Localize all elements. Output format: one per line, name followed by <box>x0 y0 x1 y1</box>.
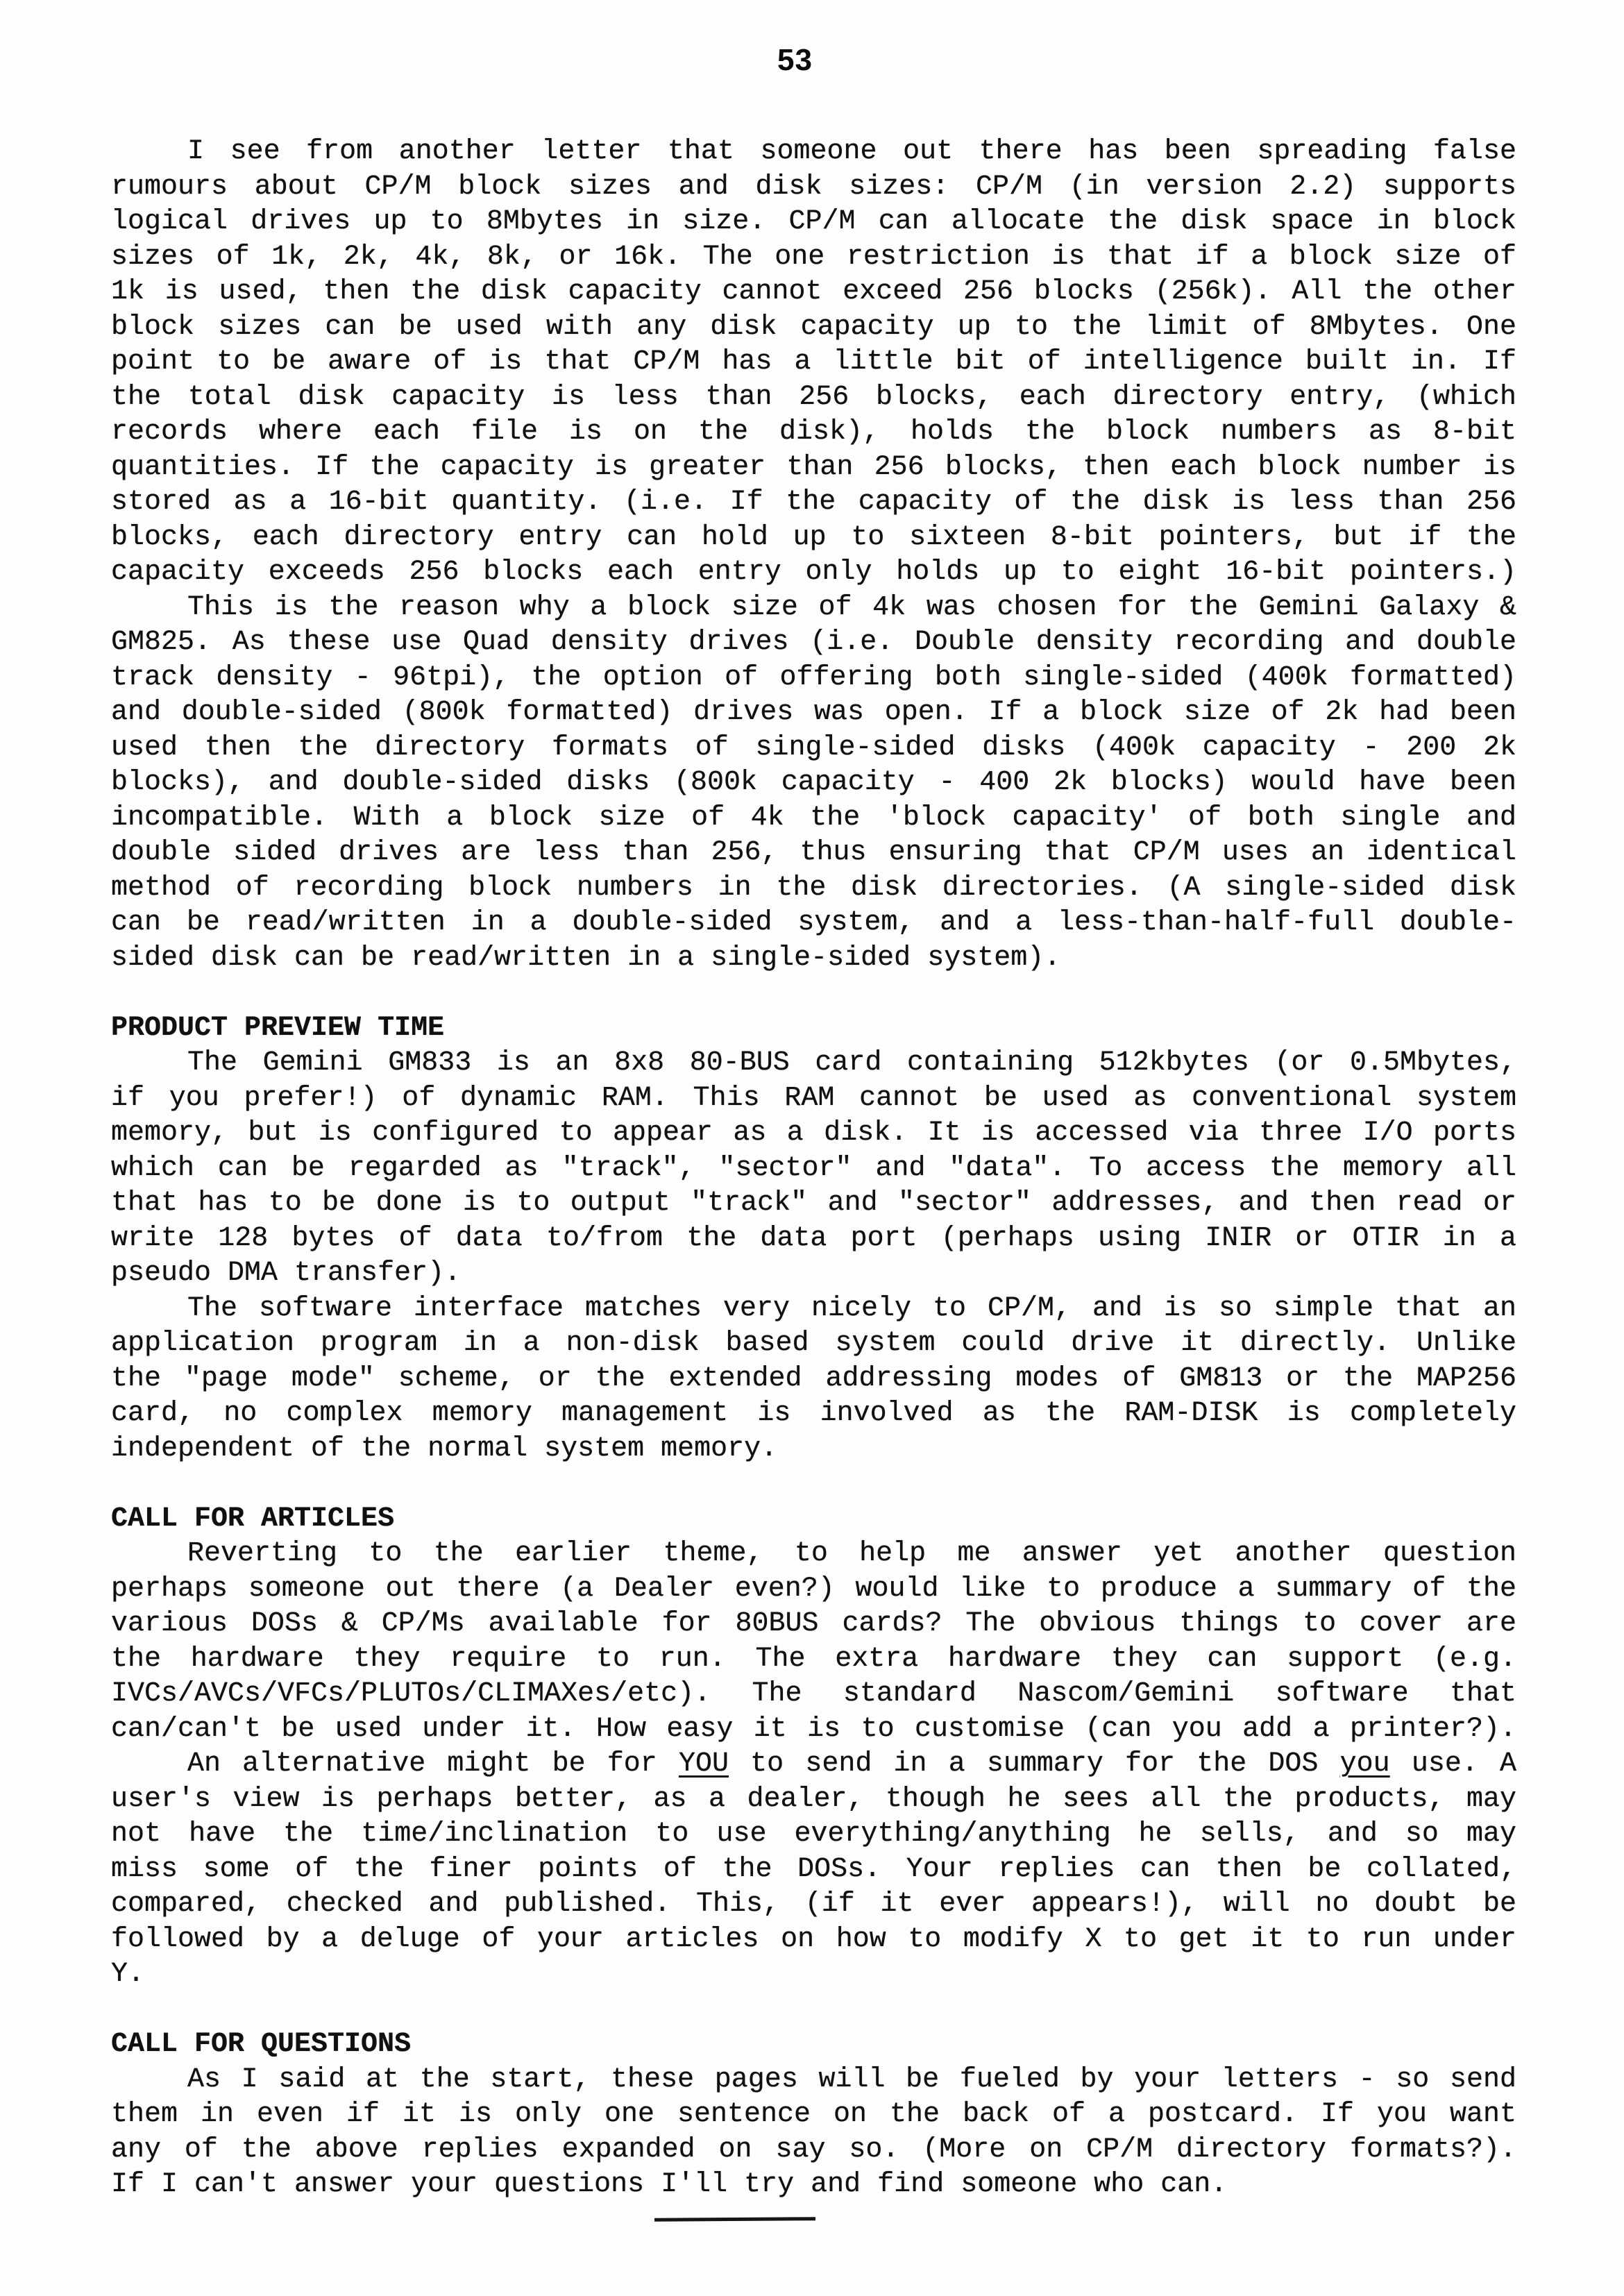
text-line: which can be regarded as "track", "sector" and "data". To access the memory all <box>111 1152 1516 1184</box>
text-line: user's view is perhaps better, as a dealer, though he sees all the products, may <box>111 1783 1516 1815</box>
text-line: various DOSs & CP/Ms available for 80BUS cards? The obvious things to cover are <box>111 1608 1516 1639</box>
text-line: the total disk capacity is less than 256 blocks, each directory entry, (which <box>111 381 1516 413</box>
text-line: memory, but is configured to appear as a disk. It is accessed via three I/O ports <box>111 1117 1516 1149</box>
text-line: stored as a 16-bit quantity. (i.e. If the capacity of the disk is less than 256 <box>111 487 1516 518</box>
text-line: independent of the normal system memory. <box>111 1433 778 1464</box>
text-line: records where each file is on the disk), holds the block numbers as 8-bit <box>111 416 1516 448</box>
text-line: IVCs/AVCs/VFCs/PLUTOs/CLIMAXes/etc). The standard Nascom/Gemini software that <box>111 1678 1516 1710</box>
text-line: used then the directory formats of single-sided disks (400k capacity - 200 2k <box>111 732 1516 763</box>
text-line: quantities. If the capacity is greater than 256 blocks, then each block number is <box>111 451 1516 483</box>
text-line: application program in a non-disk based system could drive it directly. Unlike <box>111 1328 1516 1359</box>
blank-line <box>111 1993 1516 2028</box>
text-line: the "page mode" scheme, or the extended addressing modes of GM813 or the MAP256 <box>111 1362 1516 1394</box>
text-line: if you prefer!) of dynamic RAM. This RAM cannot be used as conventional system <box>111 1082 1516 1114</box>
text-line: sizes of 1k, 2k, 4k, 8k, or 16k. The one restriction is that if a block size of <box>111 241 1516 273</box>
text-line: logical drives up to 8Mbytes in size. CP/M can allocate the disk space in block <box>111 206 1516 237</box>
text-line: block sizes can be used with any disk capacity up to the limit of 8Mbytes. One <box>111 311 1516 343</box>
blank-line <box>111 1467 1516 1502</box>
text-line: that has to be done is to output "track" and "sector" addresses, and then read or <box>111 1188 1516 1219</box>
text-line: This is the reason why a block size of 4k was chosen for the Gemini Galaxy & <box>187 591 1516 623</box>
text-line: the hardware they require to run. The extra hardware they can support (e.g. <box>111 1643 1516 1675</box>
text-line: perhaps someone out there (a Dealer even?) would like to produce a summary of the <box>111 1573 1516 1605</box>
page-number: 53 <box>777 43 813 77</box>
text-line: I see from another letter that someone out there has been spreading false <box>187 136 1516 167</box>
text-line: compared, checked and published. This, (if it ever appears!), will no doubt be <box>111 1889 1516 1920</box>
text-line: rumours about CP/M block sizes and disk sizes: CP/M (in version 2.2) supports <box>111 171 1516 203</box>
underlined-text: you <box>1339 1748 1390 1780</box>
text-line: As I said at the start, these pages will be fueled by your letters - so send <box>187 2063 1516 2095</box>
text-line: not have the time/inclination to use everything/anything he sells, and so may <box>111 1818 1516 1850</box>
text-line: The Gemini GM833 is an 8x8 80-BUS card containing 512kbytes (or 0.5Mbytes, <box>187 1047 1516 1079</box>
text-run: An alternative might be for <box>187 1748 679 1780</box>
text-line: method of recording block numbers in the disk directories. (A single-sided disk <box>111 872 1516 904</box>
text-line: write 128 bytes of data to/from the data port (perhaps using INIR or OTIR in a <box>111 1222 1516 1254</box>
section-heading: CALL FOR ARTICLES <box>111 1503 395 1535</box>
text-line: 1k is used, then the disk capacity cannot exceed 256 blocks (256k). All the other <box>111 276 1516 307</box>
text-line: GM825. As these use Quad density drives (i.e. Double density recording and double <box>111 627 1516 658</box>
text-line: Reverting to the earlier theme, to help me answer yet another question <box>187 1538 1516 1569</box>
text-line <box>111 1747 1516 1782</box>
text-line: incompatible. With a block size of 4k the 'block capacity' of both single and <box>111 802 1516 834</box>
text-run: to send in a summary for the DOS <box>728 1748 1340 1780</box>
text-line: The software interface matches very nicely to CP/M, and is so simple that an <box>187 1292 1516 1324</box>
text-line: track density - 96tpi), the option of offering both single-sided (400k formatted) <box>111 661 1516 693</box>
text-line: can/can't be used under it. How easy it is to customise (can you add a printer?). <box>111 1713 1516 1745</box>
section-heading: CALL FOR QUESTIONS <box>111 2029 412 2060</box>
text-line: point to be aware of is that CP/M has a little bit of intelligence built in. If <box>111 346 1516 378</box>
text-line: can be read/written in a double-sided system, and a less-than-half-full double- <box>111 907 1516 938</box>
text-line: blocks, each directory entry can hold up to sixteen 8-bit pointers, but if the <box>111 521 1516 553</box>
text-line: card, no complex memory management is involved as the RAM-DISK is completely <box>111 1398 1516 1429</box>
divider-rule <box>654 2217 815 2222</box>
text-line: double sided drives are less than 256, thus ensuring that CP/M uses an identical <box>111 837 1516 868</box>
text-line: them in even if it is only one sentence on the back of a postcard. If you want <box>111 2099 1516 2130</box>
text-line: and double-sided (800k formatted) drives was open. If a block size of 2k had been <box>111 697 1516 728</box>
text-line: sided disk can be read/written in a single-sided system). <box>111 942 1061 974</box>
text-line: capacity exceeds 256 blocks each entry only holds up to eight 16-bit pointers.) <box>111 557 1516 588</box>
text-line: followed by a deluge of your articles on how to modify X to get it to run under <box>111 1923 1516 1955</box>
underlined-text: YOU <box>678 1748 729 1780</box>
text-line: any of the above replies expanded on say so. (More on CP/M directory formats?). <box>111 2134 1516 2166</box>
document-body <box>111 135 1516 2203</box>
text-line: miss some of the finer points of the DOSs. Your replies can then be collated, <box>111 1853 1516 1885</box>
blank-line <box>111 976 1516 1011</box>
text-line: Y. <box>111 1959 145 1990</box>
text-line: pseudo DMA transfer). <box>111 1258 462 1289</box>
text-line: blocks), and double-sided disks (800k capacity - 400 2k blocks) would have been <box>111 767 1516 798</box>
text-line: If I can't answer your questions I'll try and find someone who can. <box>111 2169 1228 2200</box>
section-heading: PRODUCT PREVIEW TIME <box>111 1012 445 1044</box>
text-run: use. A <box>1389 1748 1517 1780</box>
